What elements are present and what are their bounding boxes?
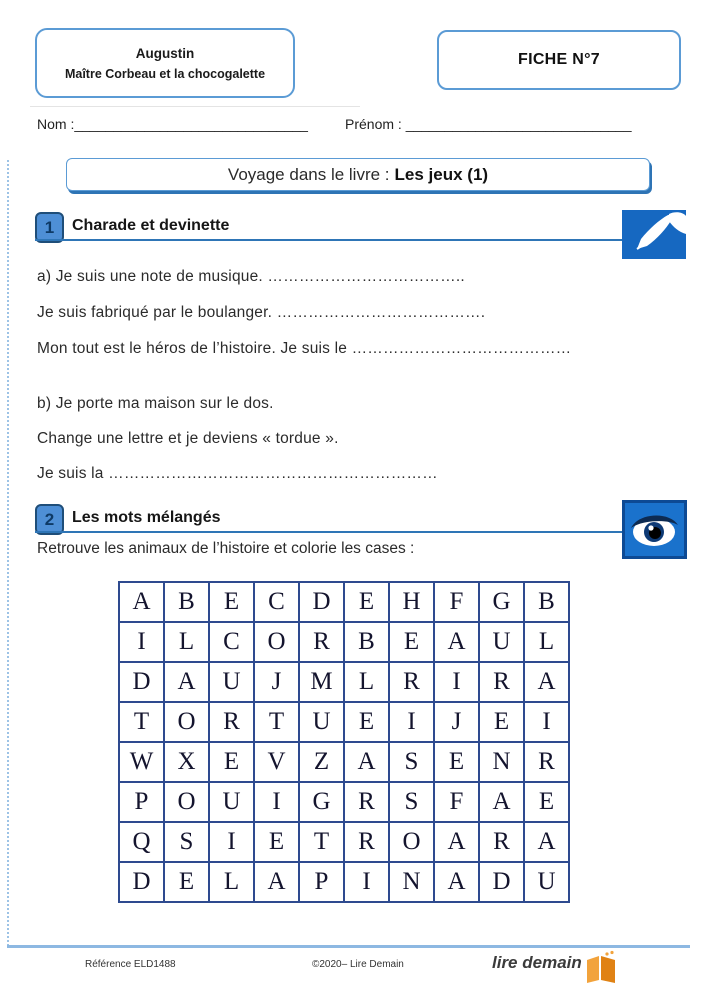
- grid-cell: E: [434, 742, 479, 782]
- grid-cell: R: [209, 702, 254, 742]
- grid-cell: F: [434, 782, 479, 822]
- grid-cell: B: [164, 582, 209, 622]
- grid-cell: O: [254, 622, 299, 662]
- grid-cell: U: [299, 702, 344, 742]
- grid-row: [119, 862, 569, 902]
- footer-copyright: ©2020– Lire Demain: [312, 959, 404, 970]
- grid-cell: I: [434, 662, 479, 702]
- grid-cell: R: [344, 822, 389, 862]
- grid-row: [119, 782, 569, 822]
- grid-cell: G: [299, 782, 344, 822]
- nom-blank-line: ______________________________: [74, 116, 308, 132]
- grid-cell: U: [209, 782, 254, 822]
- grid-cell: I: [344, 862, 389, 902]
- letter-grid: [118, 581, 570, 903]
- grid-cell: I: [524, 702, 569, 742]
- grid-cell: G: [479, 582, 524, 622]
- grid-cell: L: [209, 862, 254, 902]
- grid-cell: J: [434, 702, 479, 742]
- grid-cell: J: [254, 662, 299, 702]
- fiche-number-box: [437, 30, 681, 90]
- grid-cell: N: [389, 862, 434, 902]
- grid-cell: A: [434, 622, 479, 662]
- grid-cell: L: [164, 622, 209, 662]
- nom-label: Nom :: [37, 116, 75, 132]
- charade-line-b1: b) Je porte ma maison sur le dos.: [37, 394, 274, 412]
- grid-cell: E: [389, 622, 434, 662]
- grid-row: [119, 582, 569, 622]
- grid-cell: U: [209, 662, 254, 702]
- section1-title: Charade et devinette: [72, 217, 230, 234]
- grid-cell: S: [389, 742, 434, 782]
- grid-cell: O: [164, 702, 209, 742]
- grid-cell: T: [254, 702, 299, 742]
- worksheet-title-box: [66, 158, 650, 191]
- grid-cell: R: [479, 662, 524, 702]
- grid-cell: U: [479, 622, 524, 662]
- section2-title: Les mots mélangés: [72, 509, 221, 526]
- grid-cell: I: [254, 782, 299, 822]
- wordsearch-instruction: Retrouve les animaux de l’histoire et colorie les cases :: [37, 540, 415, 557]
- grid-cell: U: [524, 862, 569, 902]
- grid-cell: C: [209, 622, 254, 662]
- prenom-label: Prénom :: [345, 116, 406, 132]
- grid-cell: A: [434, 822, 479, 862]
- grid-cell: A: [524, 822, 569, 862]
- section1-rule: [35, 239, 623, 241]
- section1-number: 1: [44, 217, 55, 237]
- grid-cell: T: [299, 822, 344, 862]
- grid-cell: L: [344, 662, 389, 702]
- grid-cell: E: [209, 582, 254, 622]
- grid-cell: B: [344, 622, 389, 662]
- grid-cell: P: [299, 862, 344, 902]
- book-character: Augustin: [135, 45, 195, 61]
- grid-cell: Q: [119, 822, 164, 862]
- open-book-icon: [584, 950, 616, 984]
- grid-cell: S: [164, 822, 209, 862]
- grid-cell: V: [254, 742, 299, 782]
- fiche-number-label: FICHE N°7: [518, 51, 600, 68]
- grid-cell: P: [119, 782, 164, 822]
- charade-line-a2: Je suis fabriqué par le boulanger. ………………………………….: [37, 303, 486, 321]
- grid-cell: E: [524, 782, 569, 822]
- publisher-logo: [492, 950, 616, 984]
- prenom-blank-line: _____________________________: [405, 116, 632, 132]
- grid-row: [119, 662, 569, 702]
- grid-cell: R: [524, 742, 569, 782]
- grid-cell: E: [164, 862, 209, 902]
- grid-cell: T: [119, 702, 164, 742]
- grid-cell: L: [524, 622, 569, 662]
- footer-reference: Référence ELD1488: [85, 959, 176, 970]
- grid-cell: D: [119, 662, 164, 702]
- grid-row: [119, 822, 569, 862]
- grid-cell: A: [434, 862, 479, 902]
- footer-divider: [7, 945, 690, 948]
- grid-cell: A: [119, 582, 164, 622]
- grid-cell: R: [299, 622, 344, 662]
- charade-line-b3: Je suis la ………………………………………………………: [37, 464, 438, 482]
- grid-cell: H: [389, 582, 434, 622]
- grid-cell: Z: [299, 742, 344, 782]
- grid-cell: E: [479, 702, 524, 742]
- grid-cell: D: [299, 582, 344, 622]
- nom-field: [37, 116, 308, 132]
- grid-row: [119, 702, 569, 742]
- grid-cell: W: [119, 742, 164, 782]
- book-title-box: [35, 28, 295, 98]
- quill-pen-icon: [622, 210, 686, 259]
- eye-icon: [622, 500, 687, 559]
- grid-cell: R: [389, 662, 434, 702]
- charade-line-a1: a) Je suis une note de musique. ………………………………..: [37, 267, 465, 285]
- grid-cell: O: [164, 782, 209, 822]
- grid-cell: F: [434, 582, 479, 622]
- publisher-logo-text: lire demain: [492, 953, 582, 972]
- grid-cell: E: [344, 702, 389, 742]
- grid-cell: D: [119, 862, 164, 902]
- grid-cell: C: [254, 582, 299, 622]
- grid-row: [119, 742, 569, 782]
- section2-rule: [35, 531, 623, 533]
- grid-cell: B: [524, 582, 569, 622]
- charade-line-a3: Mon tout est le héros de l’histoire. Je suis le ……………………………………: [37, 339, 572, 357]
- grid-cell: D: [479, 862, 524, 902]
- grid-cell: X: [164, 742, 209, 782]
- grid-cell: N: [479, 742, 524, 782]
- book-title: Maître Corbeau et la chocogalette: [64, 66, 266, 81]
- grid-cell: I: [209, 822, 254, 862]
- grid-cell: E: [344, 582, 389, 622]
- grid-cell: A: [164, 662, 209, 702]
- grid-cell: S: [389, 782, 434, 822]
- faint-divider: [30, 106, 360, 107]
- grid-cell: M: [299, 662, 344, 702]
- section2-number: 2: [44, 509, 55, 529]
- grid-row: [119, 622, 569, 662]
- worksheet-title-prefix: Voyage dans le livre :: [227, 164, 390, 184]
- left-dotted-border: [7, 160, 9, 946]
- grid-cell: I: [119, 622, 164, 662]
- worksheet-title-bold: Les jeux (1): [394, 164, 489, 184]
- grid-cell: A: [524, 662, 569, 702]
- grid-cell: R: [344, 782, 389, 822]
- grid-cell: A: [254, 862, 299, 902]
- grid-cell: R: [479, 822, 524, 862]
- grid-cell: O: [389, 822, 434, 862]
- grid-cell: A: [344, 742, 389, 782]
- grid-cell: E: [254, 822, 299, 862]
- grid-cell: A: [479, 782, 524, 822]
- letter-grid-body: [119, 582, 569, 902]
- charade-line-b2: Change une lettre et je deviens « tordue ».: [37, 429, 339, 447]
- grid-cell: E: [209, 742, 254, 782]
- grid-cell: I: [389, 702, 434, 742]
- prenom-field: [345, 116, 632, 132]
